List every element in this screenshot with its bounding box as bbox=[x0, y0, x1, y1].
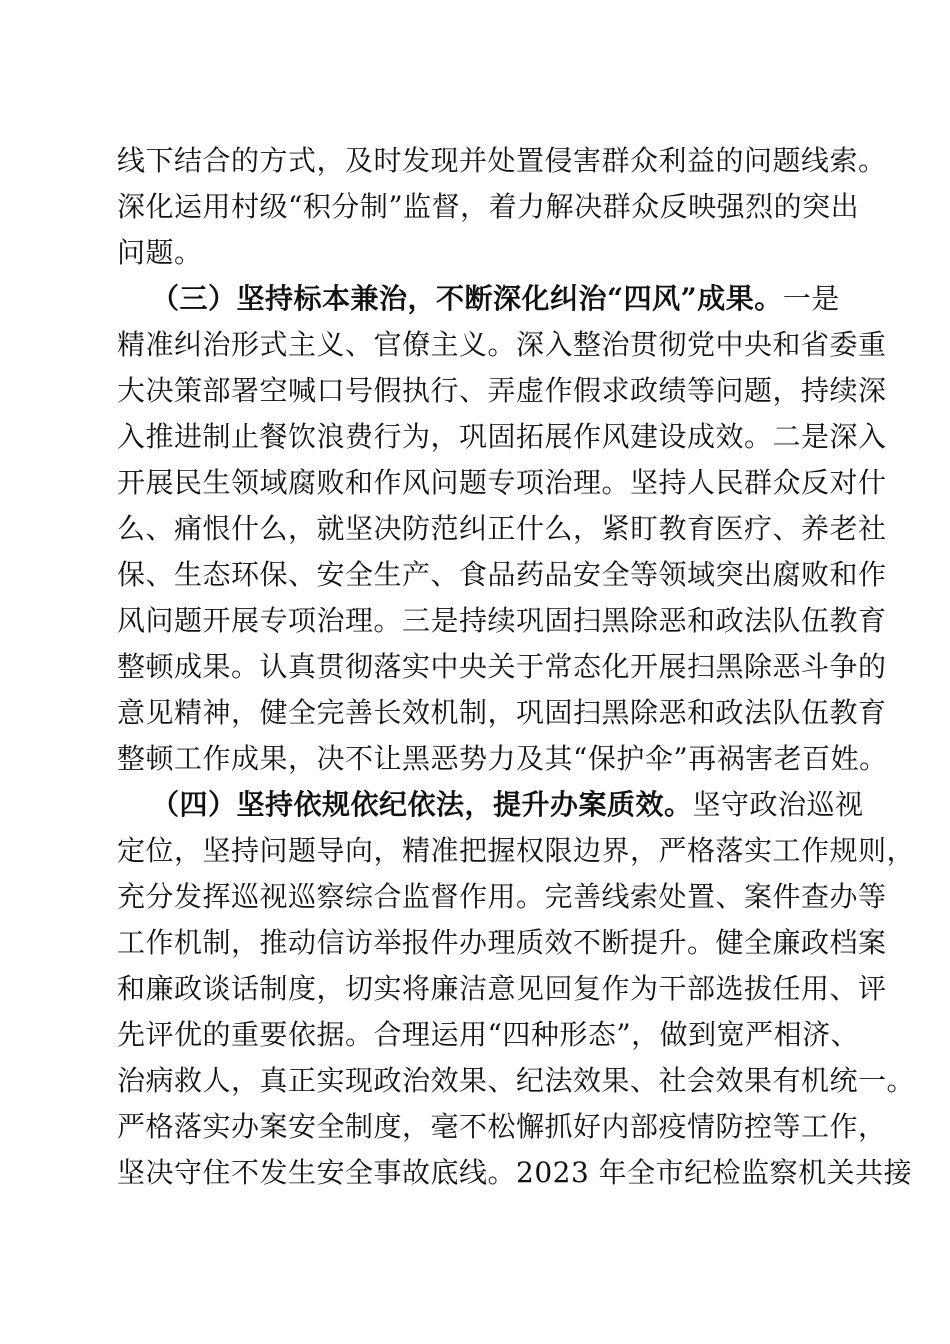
section-3-heading: （三）坚持标本兼治，不断深化纠治“四风”成果。 bbox=[151, 282, 783, 315]
line-text: 一是 bbox=[782, 282, 840, 315]
body-line-8 bbox=[117, 460, 887, 506]
line-text: 大决策部署空喊口号假执行、弄虚作假求政绩等问题，持续深 bbox=[117, 374, 887, 407]
line-text: 深化运用村级“积分制”监督，着力解决群众反映强烈的突出 bbox=[117, 190, 860, 223]
body-line-7 bbox=[117, 414, 887, 460]
line-text: 坚守政治巡视 bbox=[692, 788, 864, 821]
line-text: 充分发挥巡视巡察综合监督作用。完善线索处置、案件查办等 bbox=[117, 880, 887, 913]
body-line-22 bbox=[117, 1104, 887, 1150]
body-line-3 bbox=[117, 230, 203, 276]
line-text: 严格落实办案安全制度，毫不松懈抓好内部疫情防控等工作， bbox=[117, 1110, 887, 1143]
line-text: 定位，坚持问题导向，精准把握权限边界，严格落实工作规则， bbox=[117, 834, 916, 867]
body-line-6 bbox=[117, 368, 887, 414]
body-line-5 bbox=[117, 322, 887, 368]
line-text: 问题。 bbox=[117, 236, 203, 269]
body-line-13 bbox=[117, 690, 887, 736]
line-text: 工作机制，推动信访举报件办理质效不断提升。健全廉政档案 bbox=[117, 926, 887, 959]
body-line-20 bbox=[117, 1012, 859, 1058]
line-text: 入推进制止餐饮浪费行为，巩固拓展作风建设成效。二是深入 bbox=[117, 420, 887, 453]
line-text: 保、生态环保、安全生产、食品药品安全等领域突出腐败和作 bbox=[117, 558, 887, 591]
body-line-19 bbox=[117, 966, 887, 1012]
body-line-18 bbox=[117, 920, 887, 966]
body-line-11 bbox=[117, 598, 887, 644]
line-text: 整顿工作成果，决不让黑恶势力及其“保护伞”再祸害老百姓。 bbox=[117, 742, 888, 775]
line-text: 治病救人，真正实现政治效果、纪法效果、社会效果有机统一。 bbox=[117, 1064, 916, 1097]
body-line-2 bbox=[117, 184, 859, 230]
body-line-10 bbox=[117, 552, 887, 598]
body-line-17 bbox=[117, 874, 887, 920]
line-text: 坚决守住不发生安全事故底线。2023 年全市纪检监察机关共接 bbox=[117, 1156, 913, 1189]
body-line-9 bbox=[117, 506, 887, 552]
line-text: 和廉政谈话制度，切实将廉洁意见回复作为干部选拔任用、评 bbox=[117, 972, 887, 1005]
line-text: 整顿成果。认真贯彻落实中央关于常态化开展扫黑除恶斗争的 bbox=[117, 650, 887, 683]
line-text: 精准纠治形式主义、官僚主义。深入整治贯彻党中央和省委重 bbox=[117, 328, 887, 361]
line-text: 开展民生领域腐败和作风问题专项治理。坚持人民群众反对什 bbox=[117, 466, 887, 499]
line-text: 么、痛恨什么，就坚决防范纠正什么，紧盯教育医疗、养老社 bbox=[117, 512, 887, 545]
body-line-16 bbox=[117, 828, 915, 874]
line-text: 风问题开展专项治理。三是持续巩固扫黑除恶和政法队伍教育 bbox=[117, 604, 887, 637]
body-line-21 bbox=[117, 1058, 915, 1104]
body-line-14 bbox=[117, 736, 888, 782]
section-4-heading-line bbox=[151, 782, 864, 828]
line-text: 先评优的重要依据。合理运用“四种形态”，做到宽严相济、 bbox=[117, 1018, 860, 1051]
section-3-heading-line bbox=[151, 276, 840, 322]
line-text: 线下结合的方式，及时发现并处置侵害群众利益的问题线索。 bbox=[117, 144, 887, 177]
body-line-12 bbox=[117, 644, 887, 690]
body-line-23 bbox=[117, 1150, 912, 1196]
line-text: 意见精神，健全完善长效机制，巩固扫黑除恶和政法队伍教育 bbox=[117, 696, 887, 729]
body-line-1 bbox=[117, 138, 887, 184]
section-4-heading: （四）坚持依规依纪依法，提升办案质效。 bbox=[151, 788, 693, 821]
